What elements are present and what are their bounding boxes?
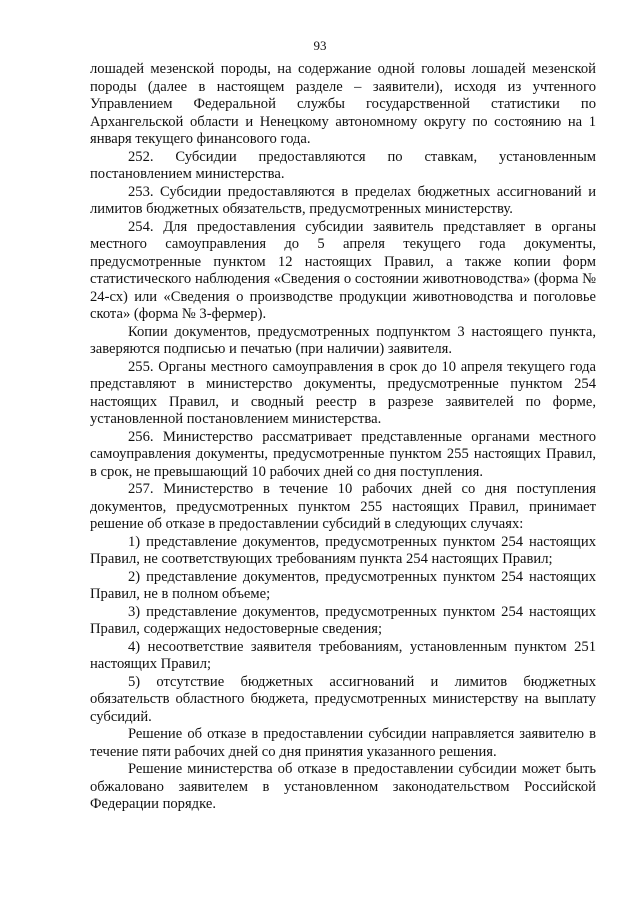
paragraph-continuation: лошадей мезенской породы, на содержание одной головы лошадей мезенской породы (далее в настоящем разделе – заявители), исходя из учтенного Управлением Федеральной службы государственной статистики по Архангельской области и Ненецкому автономному округу по состоянию на 1 января текущего финансового года. — [90, 61, 596, 147]
list-item-3: 3) представление документов, предусмотренных пунктом 254 настоящих Правил, содержащих недостоверные сведения; — [90, 603, 596, 637]
paragraph-255: 255. Органы местного самоуправления в срок до 10 апреля текущего года представляют в министерство документы, предусмотренные пунктом 254 настоящих Правил, и сводный реестр в разрезе заявителей по форме, установленной постановлением министерства. — [90, 358, 596, 427]
paragraph-252: 252. Субсидии предоставляются по ставкам, установленным постановлением министерства. — [90, 148, 596, 182]
paragraph-254: 254. Для предоставления субсидии заявитель представляет в органы местного самоуправления до 5 апреля текущего года документы, предусмотренные пунктом 12 настоящих Правил, а также копии форм статистического наблюдения «Сведения о состоянии животноводства» (форма № 24-сх) или «Сведения о производстве продукции животноводства и поголовье скота» (форма № 3-фермер). — [90, 218, 596, 322]
paragraph-253: 253. Субсидии предоставляются в пределах бюджетных ассигнований и лимитов бюджетных обязательств, предусмотренных министерству. — [90, 183, 596, 217]
list-item-4: 4) несоответствие заявителя требованиям, установленным пунктом 251 настоящих Правил; — [90, 638, 596, 672]
document-body — [90, 61, 596, 814]
page-number: 93 — [313, 38, 327, 53]
list-item-1: 1) представление документов, предусмотренных пунктом 254 настоящих Правил, не соответствующих требованиям пункта 254 настоящих Правил; — [90, 533, 596, 567]
paragraph-257: 257. Министерство в течение 10 рабочих дней со дня поступления документов, предусмотренных пунктом 255 настоящих Правил, принимает решение об отказе в предоставлении субсидий в следующих случаях: — [90, 481, 596, 532]
paragraph-254-copies: Копии документов, предусмотренных подпунктом 3 настоящего пункта, заверяются подписью и печатью (при наличии) заявителя. — [90, 323, 596, 357]
paragraph-refusal-notice: Решение об отказе в предоставлении субсидии направляется заявителю в течение пяти рабочих дней со дня принятия указанного решения. — [90, 726, 596, 760]
list-item-5: 5) отсутствие бюджетных ассигнований и лимитов бюджетных обязательств областного бюджета, предусмотренных министерству на выплату субсидий. — [90, 673, 596, 725]
paragraph-appeal: Решение министерства об отказе в предоставлении субсидии может быть обжаловано заявителем в установленном законодательством Российской Федерации порядке. — [90, 761, 596, 812]
list-item-2: 2) представление документов, предусмотренных пунктом 254 настоящих Правил, не в полном объеме; — [90, 568, 596, 602]
paragraph-256: 256. Министерство рассматривает представленные органами местного самоуправления документы, предусмотренные пунктом 255 настоящих Правил, в срок, не превышающий 10 рабочих дней со дня поступления. — [90, 428, 596, 480]
